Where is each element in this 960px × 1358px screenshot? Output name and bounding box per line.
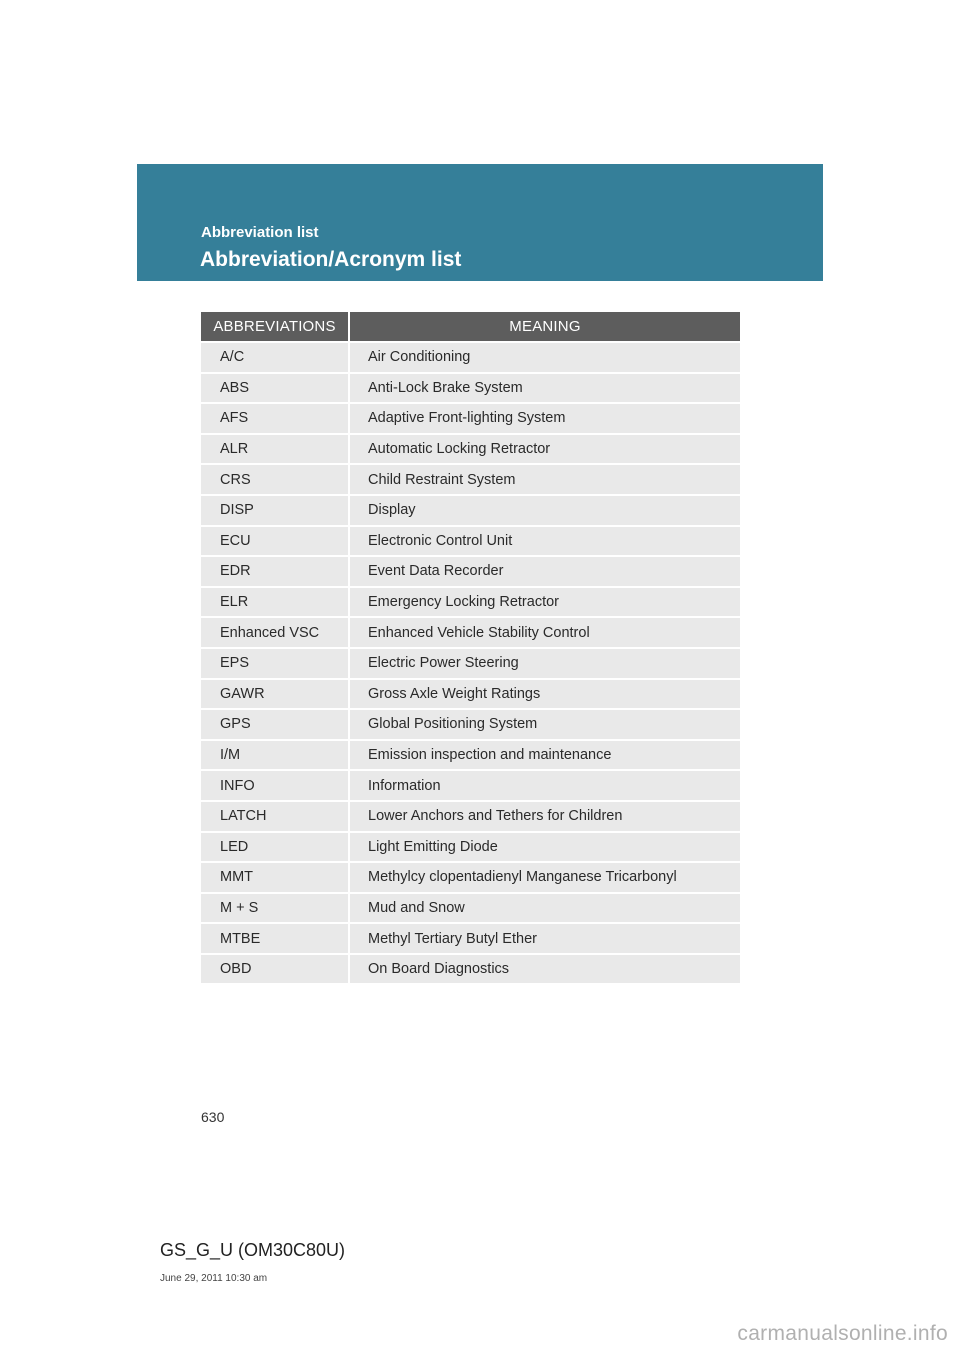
abbreviation-cell: AFS (201, 403, 349, 434)
meaning-cell: Air Conditioning (349, 342, 740, 373)
meaning-cell: Electronic Control Unit (349, 526, 740, 557)
abbreviation-cell: M + S (201, 893, 349, 924)
meaning-cell: Methylcy clopentadienyl Manganese Tricarbonyl (349, 862, 740, 893)
table-row (201, 862, 740, 893)
abbreviation-cell: ELR (201, 587, 349, 618)
table-row (201, 770, 740, 801)
abbreviation-cell: GPS (201, 709, 349, 740)
table-row (201, 434, 740, 465)
abbreviation-cell: ABS (201, 373, 349, 404)
meaning-cell: Gross Axle Weight Ratings (349, 679, 740, 710)
header-band (137, 164, 823, 281)
abbreviation-cell: DISP (201, 495, 349, 526)
abbreviation-cell: Enhanced VSC (201, 617, 349, 648)
meaning-cell: Automatic Locking Retractor (349, 434, 740, 465)
table-header-row (201, 312, 740, 342)
abbreviation-cell: ECU (201, 526, 349, 557)
table-row (201, 464, 740, 495)
table-row (201, 679, 740, 710)
watermark-text: carmanualsonline.info (737, 1322, 948, 1345)
page-title: Abbreviation/Acronym list (200, 248, 462, 271)
column-header-meaning: MEANING (349, 312, 740, 342)
table-row (201, 832, 740, 863)
column-header-abbreviations: ABBREVIATIONS (201, 312, 349, 342)
table-row (201, 740, 740, 771)
abbreviation-table (201, 312, 740, 983)
meaning-cell: Methyl Tertiary Butyl Ether (349, 923, 740, 954)
abbreviation-cell: CRS (201, 464, 349, 495)
abbreviation-cell: INFO (201, 770, 349, 801)
table-row (201, 587, 740, 618)
section-label: Abbreviation list (201, 224, 319, 241)
meaning-cell: Lower Anchors and Tethers for Children (349, 801, 740, 832)
meaning-cell: Anti-Lock Brake System (349, 373, 740, 404)
meaning-cell: Display (349, 495, 740, 526)
meaning-cell: Electric Power Steering (349, 648, 740, 679)
meaning-cell: Mud and Snow (349, 893, 740, 924)
table-row (201, 373, 740, 404)
table-row (201, 954, 740, 984)
meaning-cell: Emission inspection and maintenance (349, 740, 740, 771)
table-row (201, 526, 740, 557)
meaning-cell: Light Emitting Diode (349, 832, 740, 863)
table-row (201, 342, 740, 373)
abbreviation-cell: MMT (201, 862, 349, 893)
abbreviation-cell: MTBE (201, 923, 349, 954)
table-row (201, 556, 740, 587)
abbreviation-cell: EDR (201, 556, 349, 587)
document-date: June 29, 2011 10:30 am (160, 1273, 268, 1284)
abbreviation-cell: I/M (201, 740, 349, 771)
page-number: 630 (201, 1109, 225, 1125)
abbreviation-cell: LATCH (201, 801, 349, 832)
meaning-cell: Enhanced Vehicle Stability Control (349, 617, 740, 648)
table-row (201, 403, 740, 434)
meaning-cell: Emergency Locking Retractor (349, 587, 740, 618)
abbreviation-cell: A/C (201, 342, 349, 373)
table-row (201, 893, 740, 924)
meaning-cell: Information (349, 770, 740, 801)
meaning-cell: Child Restraint System (349, 464, 740, 495)
abbreviation-cell: ALR (201, 434, 349, 465)
meaning-cell: Event Data Recorder (349, 556, 740, 587)
table-row (201, 923, 740, 954)
abbreviation-cell: OBD (201, 954, 349, 984)
abbreviation-cell: GAWR (201, 679, 349, 710)
table-row (201, 801, 740, 832)
table-row (201, 648, 740, 679)
meaning-cell: On Board Diagnostics (349, 954, 740, 984)
abbreviation-cell: EPS (201, 648, 349, 679)
table-row (201, 617, 740, 648)
document-code: GS_G_U (OM30C80U) (160, 1240, 346, 1260)
meaning-cell: Adaptive Front-lighting System (349, 403, 740, 434)
abbreviation-cell: LED (201, 832, 349, 863)
table-row (201, 709, 740, 740)
meaning-cell: Global Positioning System (349, 709, 740, 740)
table-row (201, 495, 740, 526)
